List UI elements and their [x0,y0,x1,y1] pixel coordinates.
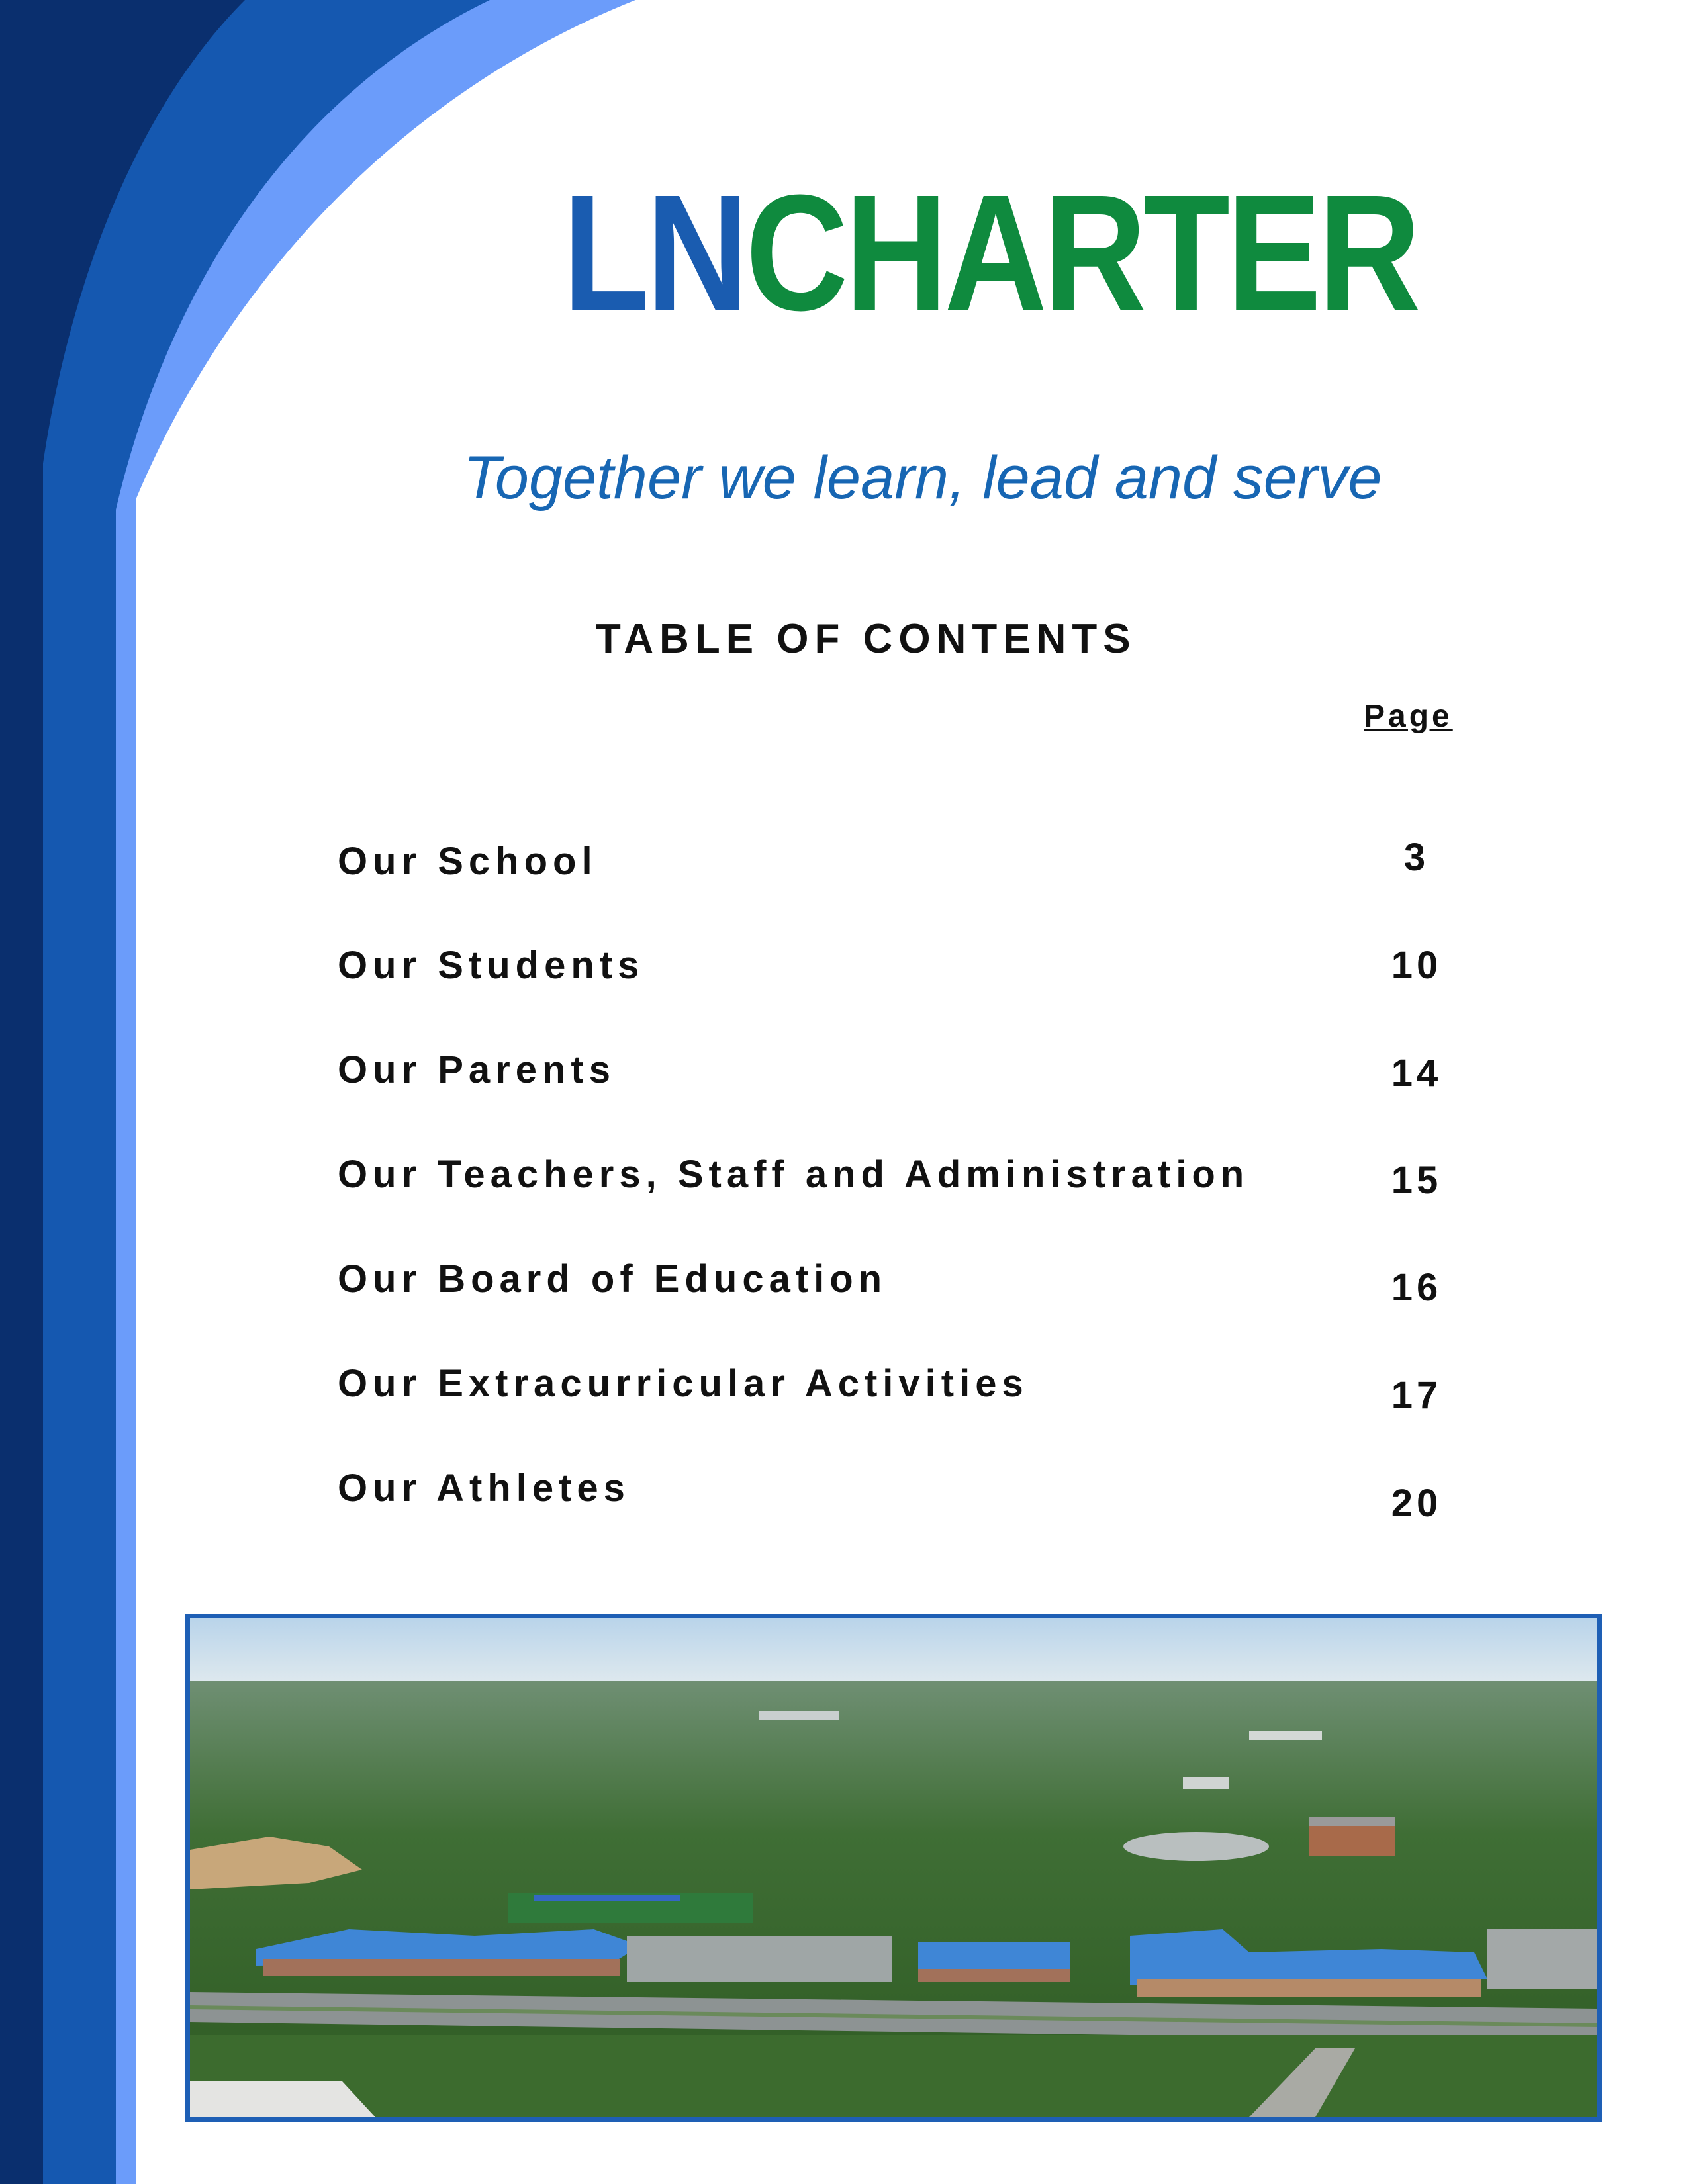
tagline: Together we learn, lead and serve [463,444,1382,512]
school-logo [563,160,1418,345]
school-building-walls [263,1959,620,1976]
parking-lot [627,1936,892,1982]
toc-entry-page: 15 [1391,1159,1442,1202]
sky [190,1618,1597,1684]
page-column-header: Page [1364,699,1453,734]
logo-charter: CHARTER [745,160,1418,345]
toc-entry-label: Our School [338,840,598,883]
toc-entry-label: Our Athletes [338,1467,630,1510]
toc-entry-page: 17 [1391,1374,1442,1417]
distant-building [1249,1731,1322,1740]
toc-entry-label: Our Extracurricular Activities [338,1362,1029,1405]
toc-entry-page: 3 [1403,836,1430,879]
toc-entry-page: 10 [1391,944,1442,987]
toc-entry-page: 16 [1391,1266,1442,1309]
building-roof [1309,1817,1395,1826]
toc-entry-label: Our Board of Education [338,1257,888,1300]
school-building-walls [1137,1979,1481,1997]
campus-aerial-photo [185,1614,1602,2122]
toc-entry-page: 14 [1391,1052,1442,1095]
school-building [918,1942,1070,1972]
distant-building [759,1711,839,1720]
field-stands [534,1895,680,1901]
parking-lot [1123,1832,1269,1861]
toc-entry-label: Our Teachers, Staff and Administration [338,1153,1250,1196]
logo-ln: LN [563,160,746,345]
distant-building [1183,1777,1229,1789]
toc-title: TABLE OF CONTENTS [596,616,1137,662]
foreground-trees [190,2035,1597,2117]
school-building-walls [918,1969,1070,1982]
parking-lot [1487,1929,1597,1989]
campus-aerial-illustration [190,1618,1597,2117]
toc-entry-label: Our Parents [338,1048,616,1091]
toc-entry-page: 20 [1391,1482,1442,1525]
toc-entry-label: Our Students [338,944,645,987]
